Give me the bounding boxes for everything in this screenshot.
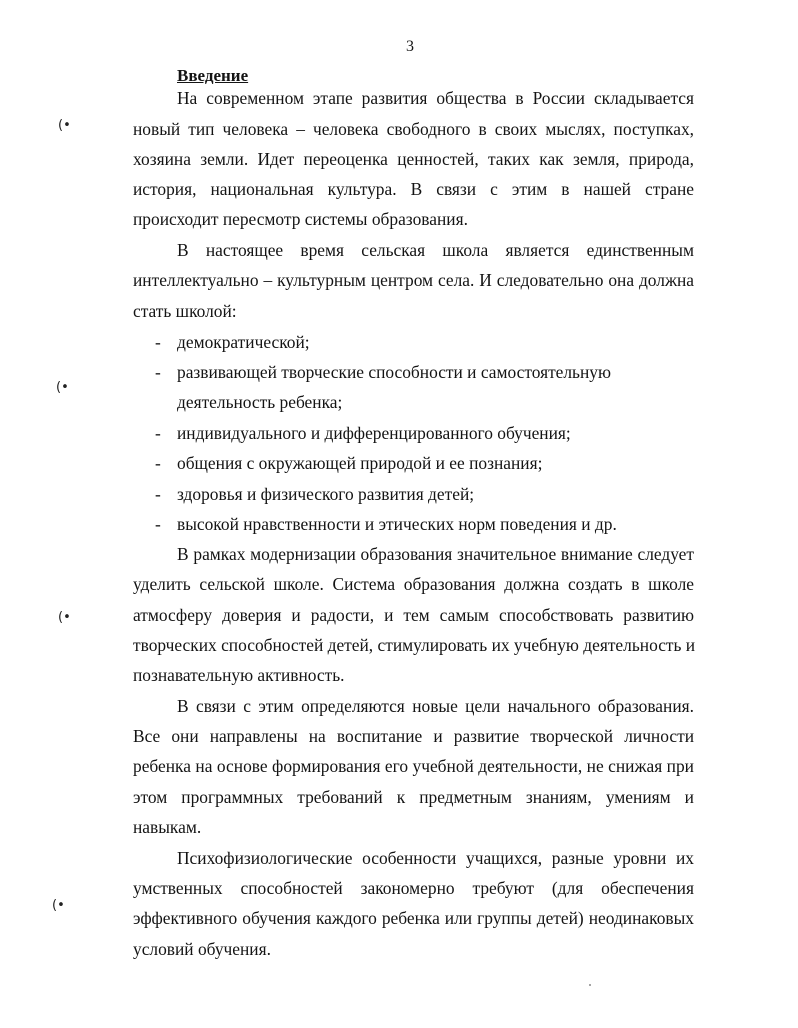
bullet-dash: -	[155, 332, 161, 352]
paragraph-1-line: новый тип человека – человека свободного в своих мыслях, поступках,	[133, 119, 694, 139]
section-heading: Введение	[177, 66, 249, 85]
paragraph-3-line: В рамках модернизации образования значительное внимание следует	[177, 544, 694, 564]
bullet-dash: -	[155, 453, 161, 473]
bullet-item-continuation: деятельность ребенка;	[177, 392, 343, 412]
binding-hole-mark: (•	[56, 380, 69, 395]
paragraph-1-line: хозяина земли. Идет переоценка ценностей, таких как земля, природа,	[133, 149, 694, 169]
paragraph-1-line: происходит пересмотр системы образования.	[133, 209, 468, 229]
paragraph-4-line: Все они направлены на воспитание и развитие творческой личности	[133, 726, 694, 746]
binding-hole-mark: (•	[58, 118, 71, 133]
bullet-item: высокой нравственности и этических норм поведения и др.	[177, 514, 617, 534]
bullet-dash: -	[155, 423, 161, 443]
scan-speck	[589, 984, 591, 986]
paragraph-4-line: ребенка на основе формирования его учебной деятельности, не снижая при	[133, 756, 694, 776]
binding-hole-mark: (•	[52, 898, 65, 913]
bullet-item: развивающей творческие способности и самостоятельную	[177, 362, 611, 382]
binding-hole-mark: (•	[58, 610, 71, 625]
bullet-dash: -	[155, 362, 161, 382]
paragraph-2-line: стать школой:	[133, 301, 237, 321]
paragraph-4-line: этом программных требований к предметным знаниям, умениям и	[133, 787, 694, 807]
paragraph-3-line: атмосферу доверия и радости, и тем самым способствовать развитию	[133, 605, 694, 625]
paragraph-3-line: творческих способностей детей, стимулировать их учебную деятельность и	[133, 635, 696, 655]
paragraph-5-line: эффективного обучения каждого ребенка или группы детей) неодинаковых	[133, 908, 694, 928]
paragraph-5-line: Психофизиологические особенности учащихся, разные уровни их	[177, 848, 694, 868]
page-number: 3	[406, 38, 414, 55]
bullet-item: демократической;	[177, 332, 310, 352]
bullet-dash: -	[155, 484, 161, 504]
paragraph-3-line: познавательную активность.	[133, 665, 345, 685]
paragraph-4-line: В связи с этим определяются новые цели начального образования.	[177, 696, 694, 716]
paragraph-4-line: навыкам.	[133, 817, 202, 837]
paragraph-5-line: умственных способностей закономерно требуют (для обеспечения	[133, 878, 694, 898]
paragraph-5-line: условий обучения.	[133, 939, 271, 959]
paragraph-2-line: интеллектуально – культурным центром села. И следовательно она должна	[133, 270, 694, 290]
paragraph-3-line: уделить сельской школе. Система образования должна создать в школе	[133, 574, 694, 594]
bullet-dash: -	[155, 514, 161, 534]
bullet-item: здоровья и физического развития детей;	[177, 484, 475, 504]
bullet-item: общения с окружающей природой и ее познания;	[177, 453, 543, 473]
paragraph-2-line: В настоящее время сельская школа является единственным	[177, 240, 694, 260]
paragraph-1-line: история, национальная культура. В связи с этим в нашей стране	[133, 179, 694, 199]
paragraph-1-line: На современном этапе развития общества в России складывается	[177, 88, 694, 108]
bullet-item: индивидуального и дифференцированного обучения;	[177, 423, 571, 443]
